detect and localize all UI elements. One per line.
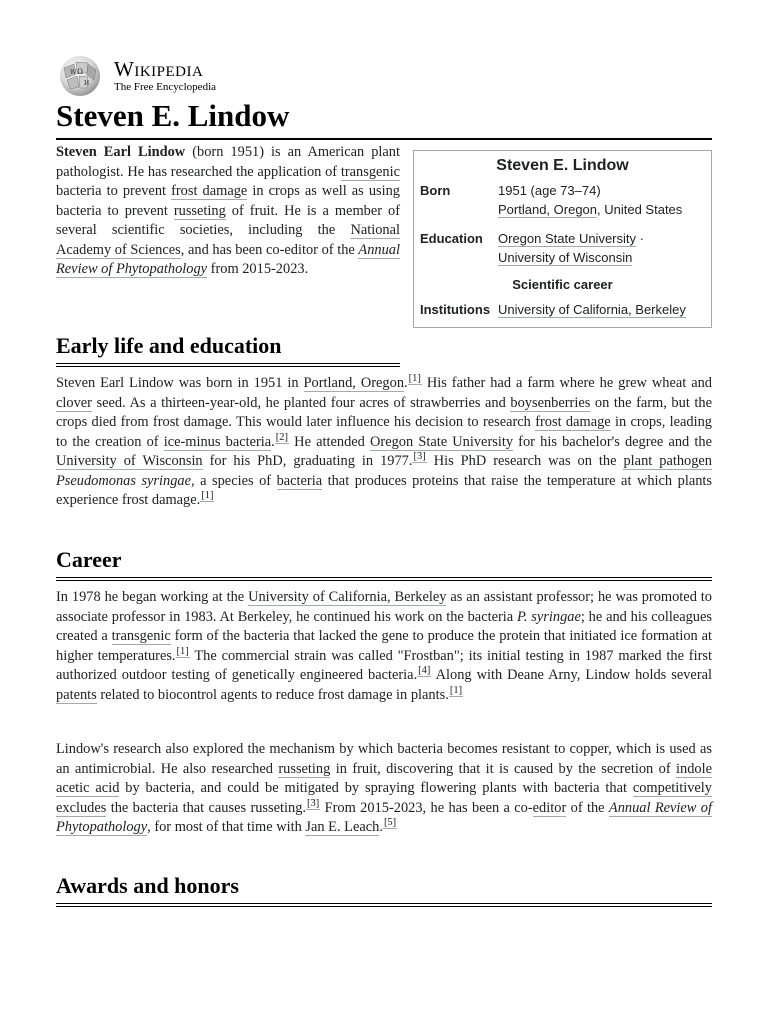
svg-text:Ω: Ω <box>77 68 83 76</box>
citation-ref[interactable]: [1] <box>449 684 463 696</box>
link-oregon-state-university[interactable]: Oregon State University <box>370 433 514 450</box>
infobox-subheader: Scientific career <box>512 277 613 292</box>
intro-paragraph: Steven Earl Lindow (born 1951) is an American plant pathologist. He has researched the application of transgenic bacteria to prevent frost damage in crops as well as using bacteria to prevent russeting of fruit. He is a member of several scientific societies, including the National Academy of Sciences, and has been co-editor of the Annual Review of Phytopathology from 2015-2023. <box>56 144 401 277</box>
link-bacteria[interactable]: bacteria <box>276 472 323 489</box>
link-boysenberries[interactable]: boysenberries <box>510 394 591 411</box>
wikipedia-logo[interactable] <box>56 54 216 98</box>
link-portland-oregon[interactable]: Portland, Oregon <box>498 202 598 217</box>
section-heading-career: Career <box>56 546 712 581</box>
link-uc-berkeley[interactable]: University of California, Berkeley <box>498 302 686 317</box>
species-name: P. syringae <box>516 608 581 625</box>
citation-ref[interactable]: [4] <box>418 665 431 677</box>
section-heading-awards: Awards and honors <box>56 872 712 907</box>
career-paragraph-2: Lindow's research also explored the mechanism by which bacteria becomes resistant to copper, which is used as an antimicrobial. He also researched russeting in fruit, discovering that it is caused by the secretion of indole acetic acid by bacteria, and could be mitigated by spraying flowering plants with bacteria that competitively excludes the bacteria that causes russeting.[3] From 2015-2023, he has been a co-editor of the Annual Review of Phytopathology, for most of that time with Jan E. Leach.[5] <box>56 741 712 835</box>
link-indole-acetic-acid[interactable]: indole acetic acid <box>56 760 712 796</box>
citation-ref[interactable]: [3] <box>307 797 320 809</box>
infobox-row-institutions <box>414 298 711 321</box>
early-life-paragraph: Steven Earl Lindow was born in 1951 in Portland, Oregon.[1] His father had a farm where he grew wheat and clover seed. As a thirteen-year-old, he planted four acres of strawberries and boysenberries on the farm, but the crops died from frost damage. This would later influence his decision to research frost damage in crops, leading to the creation of ice-minus bacteria.[2] He attended Oregon State University for his bachelor's degree and the University of Wisconsin for his PhD, graduating in 1977.[3] His PhD research was on the plant pathogen Pseudomonas syringae, a species of bacteria that produces proteins that raise the temperature at which plants experience frost damage.[1] <box>56 373 713 508</box>
link-oregon-state-university[interactable]: Oregon State University <box>498 231 637 246</box>
link-frost-damage[interactable]: frost damage <box>535 414 611 430</box>
link-plant-pathogen[interactable]: plant pathogen <box>623 453 712 469</box>
link-national-academy-of-sciences[interactable]: National Academy of Sciences <box>56 222 400 258</box>
citation-ref[interactable]: [2] <box>275 431 289 443</box>
link-portland-oregon[interactable]: Portland, Oregon <box>303 375 405 391</box>
link-frost-damage[interactable]: frost damage <box>171 183 248 199</box>
infobox-row-education <box>414 227 711 269</box>
link-patents[interactable]: patents <box>56 686 97 703</box>
infobox-row-born <box>414 179 711 221</box>
site-name: Wikipedia <box>114 57 204 81</box>
link-russeting[interactable]: russeting <box>173 202 226 219</box>
infobox-label: Education <box>420 231 483 246</box>
link-transgenic[interactable]: transgenic <box>340 163 400 180</box>
page-title: Steven E. Lindow <box>56 96 712 140</box>
link-jan-e-leach[interactable]: Jan E. Leach <box>305 819 380 835</box>
section-heading-early-life: Early life and education <box>56 332 400 367</box>
infobox-label: Born <box>420 183 451 198</box>
link-annual-review-of-phytopathology[interactable]: Annual Review of Phytopathology <box>56 241 400 277</box>
infobox-label: Institutions <box>420 302 491 317</box>
site-tagline: The Free Encyclopedia <box>114 81 217 93</box>
svg-text:И: И <box>84 80 90 87</box>
link-ice-minus-bacteria[interactable]: ice-minus bacteria <box>163 433 272 450</box>
citation-ref[interactable]: [1] <box>176 645 189 657</box>
link-competitively-excludes[interactable]: competitively excludes <box>56 780 712 816</box>
infobox-value: 1951 (age 73–74) Portland, Oregon, United States <box>498 183 683 217</box>
infobox-value: Oregon State University · University of Wisconsin <box>498 231 644 265</box>
link-russeting[interactable]: russeting <box>278 760 331 777</box>
link-uc-berkeley[interactable]: University of California, Berkeley <box>248 589 447 605</box>
infobox-title: Steven E. Lindow <box>496 157 629 174</box>
link-editor[interactable]: editor <box>532 799 567 816</box>
link-clover[interactable]: clover <box>56 394 92 411</box>
link-transgenic[interactable]: transgenic <box>111 628 171 644</box>
infobox <box>413 150 712 328</box>
link-university-of-wisconsin[interactable]: University of Wisconsin <box>56 453 203 469</box>
link-university-of-wisconsin[interactable]: University of Wisconsin <box>498 250 633 265</box>
link-annual-review-of-phytopathology[interactable]: Annual Review of Phytopathology <box>56 799 712 835</box>
citation-ref[interactable]: [1] <box>201 490 214 502</box>
subject-name: Steven Earl Lindow <box>56 144 186 160</box>
citation-ref[interactable]: [1] <box>408 373 421 385</box>
wikipedia-globe-icon <box>56 54 104 98</box>
infobox-value <box>498 300 705 319</box>
svg-text:W: W <box>70 69 77 76</box>
citation-ref[interactable]: [3] <box>413 451 426 463</box>
career-paragraph-1: In 1978 he began working at the University of California, Berkeley as an assistant professor; he was promoted to associate professor in 1983. At Berkeley, he continued his work on the bacteria P. syringae; he and his colleagues created a transgenic form of the bacteria that lacked the gene to produce the protein that initiated ice formation at higher temperatures.[1] The commercial strain was called "Frostban"; its initial testing in 1987 marked the first authorized outdoor testing of genetically engineered bacteria.[4] Along with Deane Arny, Lindow holds several patents related to biocontrol agents to reduce frost damage in plants.[1] <box>56 589 713 703</box>
citation-ref[interactable]: [5] <box>383 817 397 829</box>
species-name: Pseudomonas syringae <box>56 472 192 489</box>
